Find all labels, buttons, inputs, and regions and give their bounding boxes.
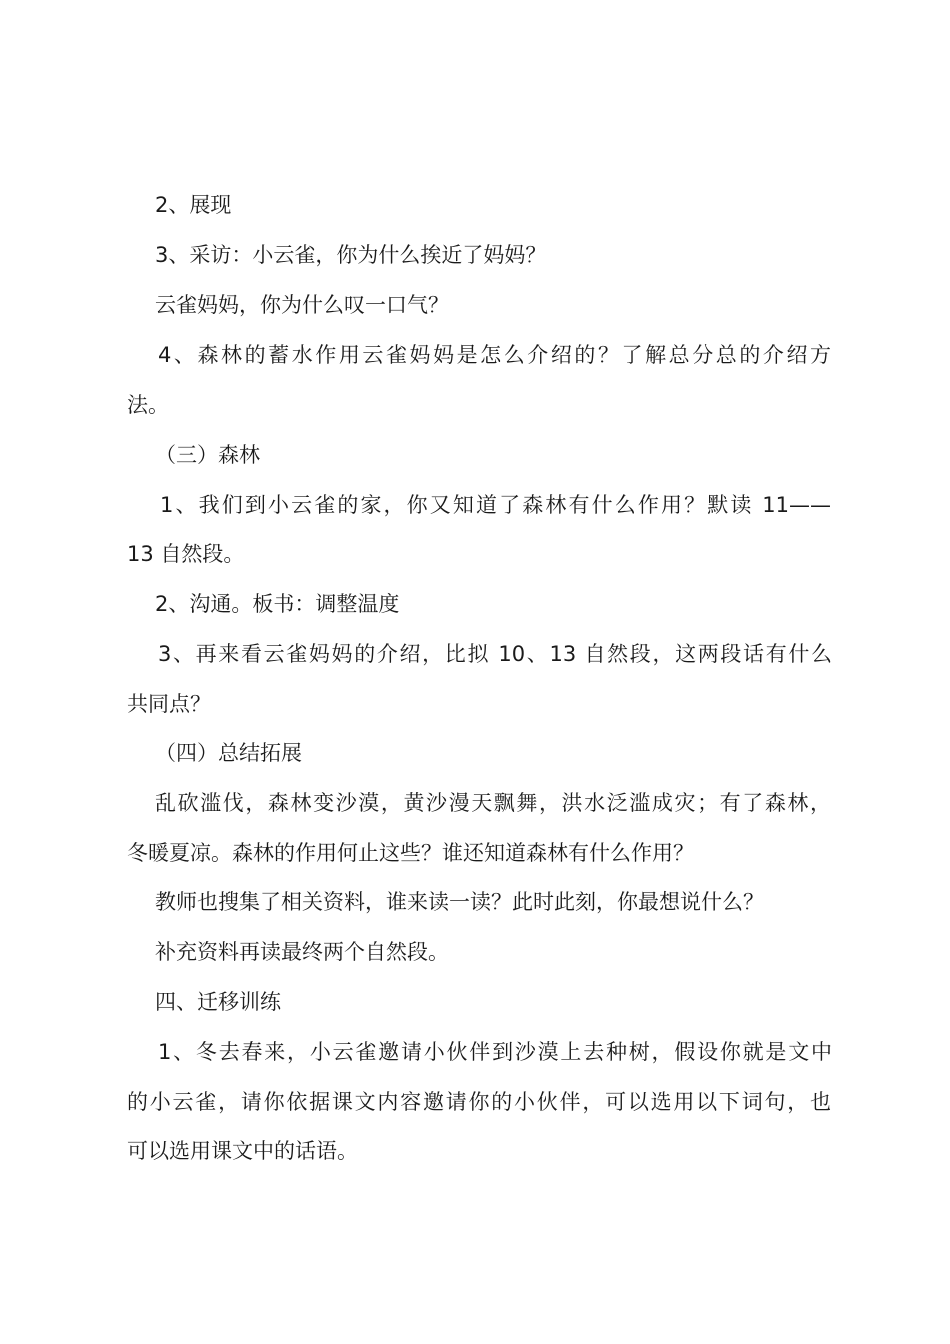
text-line: 可以选用课文中的话语。 [127, 1139, 358, 1163]
text-line: 13 自然段。 [127, 542, 245, 566]
text-line: 乱砍滥伐，森林变沙漠，黄沙漫天飘舞，洪水泛滥成灾；有了森林， [155, 791, 831, 815]
text-line: 1、我们到小云雀的家，你又知道了森林有什么作用？默读 11—— [160, 493, 831, 517]
section-heading: 四、迁移训练 [155, 990, 281, 1014]
text-line: 共同点？ [127, 692, 211, 716]
section-heading: （三）森林 [155, 443, 260, 467]
text-line: 3、再来看云雀妈妈的介绍，比拟 10、13 自然段，这两段话有什么 [158, 642, 832, 666]
text-line: 2、沟通。板书：调整温度 [155, 592, 400, 616]
text-line: 2、展现 [155, 193, 232, 217]
section-heading: （四）总结拓展 [155, 741, 302, 765]
text-line: 教师也搜集了相关资料，谁来读一读？此时此刻，你最想说什么？ [155, 890, 764, 914]
text-line: 法。 [127, 393, 169, 417]
text-line: 补充资料再读最终两个自然段。 [155, 940, 449, 964]
text-line: 的小云雀，请你依据课文内容邀请你的小伙伴，可以选用以下词句，也 [127, 1090, 831, 1114]
text-line: 4、森林的蓄水作用云雀妈妈是怎么介绍的？了解总分总的介绍方 [158, 343, 831, 367]
text-line: 1、冬去春来，小云雀邀请小伙伴到沙漠上去种树，假设你就是文中 [158, 1040, 832, 1064]
text-line: 云雀妈妈，你为什么叹一口气？ [155, 293, 449, 317]
text-line: 3、采访：小云雀，你为什么挨近了妈妈？ [155, 243, 547, 267]
text-line: 冬暖夏凉。森林的作用何止这些？谁还知道森林有什么作用？ [127, 841, 694, 865]
